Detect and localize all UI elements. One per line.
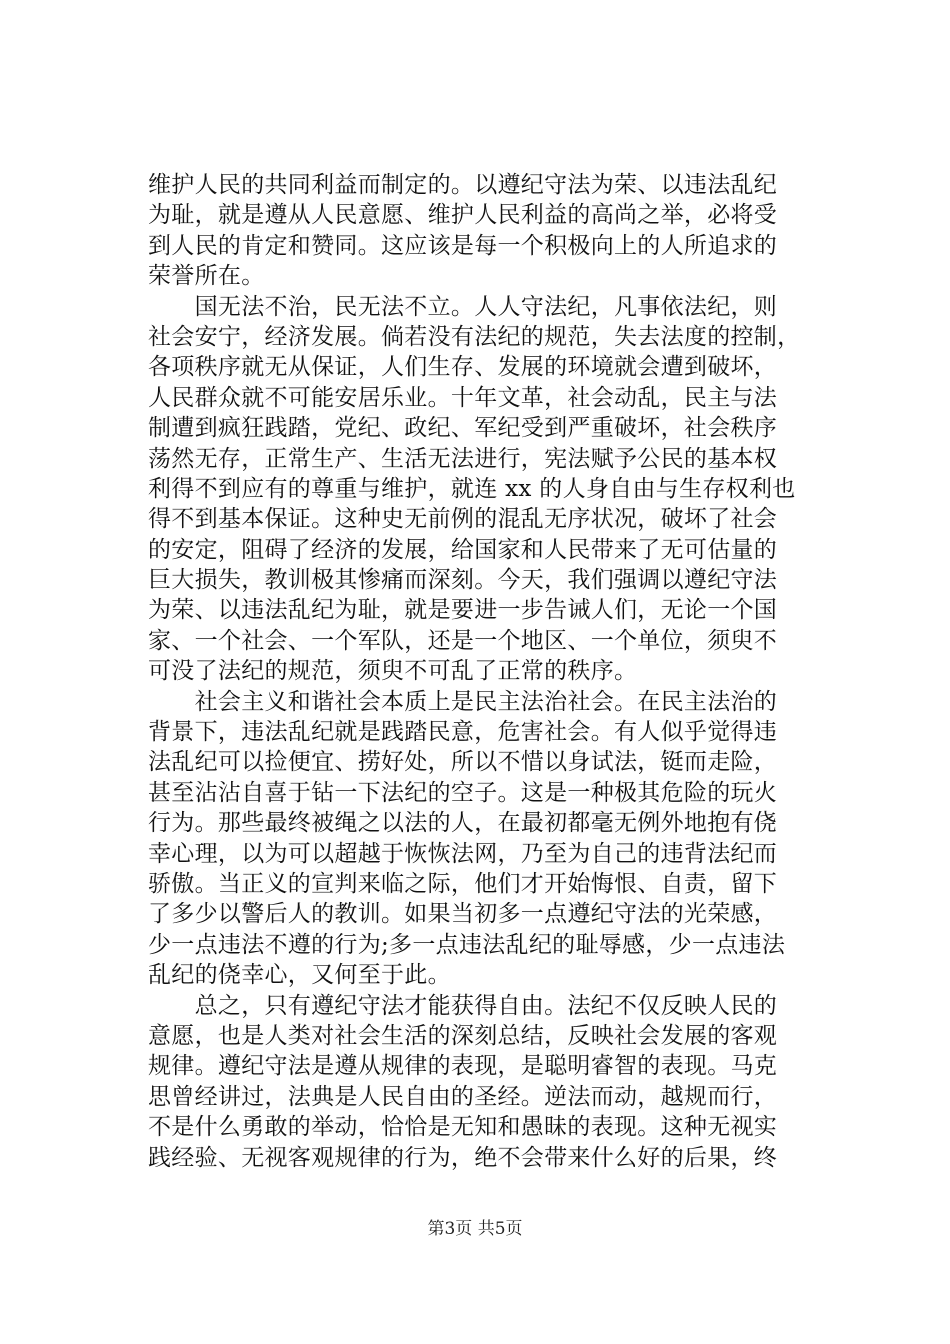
text-line: 家、一个社会、一个军队，还是一个地区、一个单位，须臾不 — [148, 627, 778, 654]
text-line: 巨大损失，教训极其惨痛而深刻。今天，我们强调以遵纪守法 — [148, 567, 778, 594]
text-line: 思曾经讲过，法典是人民自由的圣经。逆法而动，越规而行， — [148, 1083, 778, 1110]
text-line: 维护人民的共同利益而制定的。以遵纪守法为荣、以违法乱纪 — [148, 172, 778, 198]
text-line: 践经验、无视客观规律的行为，绝不会带来什么好的后果，终 — [148, 1144, 778, 1171]
text-line: 利得不到应有的尊重与维护，就连 xx 的人身自由与生存权利也 — [148, 475, 796, 502]
text-line: 人民群众就不可能安居乐业。十年文革，社会动乱，民主与法 — [148, 384, 778, 411]
text-line: 行为。那些最终被绳之以法的人，在最初都毫无例外地抱有侥 — [148, 810, 778, 837]
text-line: 骄傲。当正义的宣判来临之际，他们才开始悔恨、自责，留下 — [148, 870, 778, 897]
text-line: 国无法不治，民无法不立。人人守法纪，凡事依法纪，则 — [148, 293, 778, 320]
text-line: 为耻，就是遵从人民意愿、维护人民利益的高尚之举，必将受 — [148, 202, 778, 229]
text-line: 法乱纪可以捡便宜、捞好处，所以不惜以身试法，铤而走险， — [148, 749, 778, 776]
page-footer: 第3页 共5页 — [427, 1219, 523, 1239]
text-line: 总之，只有遵纪守法才能获得自由。法纪不仅反映人民的 — [148, 992, 778, 1019]
text-line: 得不到基本保证。这种史无前例的混乱无序状况，破坏了社会 — [148, 506, 778, 533]
text-line: 社会主义和谐社会本质上是民主法治社会。在民主法治的 — [148, 688, 778, 715]
text-line: 到人民的肯定和赞同。这应该是每一个积极向上的人所追求的 — [148, 232, 778, 259]
body-text — [148, 170, 838, 1173]
text-line: 乱纪的侥幸心，又何至于此。 — [148, 962, 451, 989]
text-line: 各项秩序就无从保证，人们生存、发展的环境就会遭到破坏， — [148, 354, 778, 381]
text-line: 背景下，违法乱纪就是践踏民意，危害社会。有人似乎觉得违 — [148, 719, 778, 746]
text-line: 了多少以警后人的教训。如果当初多一点遵纪守法的光荣感， — [148, 901, 778, 928]
text-line: 甚至沾沾自喜于钻一下法纪的空子。这是一种极其危险的玩火 — [148, 779, 778, 806]
text-line: 社会安宁，经济发展。倘若没有法纪的规范，失去法度的控制， — [148, 323, 801, 350]
text-line: 的安定，阻碍了经济的发展，给国家和人民带来了无可估量的 — [148, 536, 778, 563]
text-line: 幸心理，以为可以超越于恢恢法网，乃至为自己的违背法纪而 — [148, 840, 778, 867]
text-line: 为荣、以违法乱纪为耻，就是要进一步告诫人们，无论一个国 — [148, 597, 778, 624]
text-line: 荡然无存，正常生产、生活无法进行，宪法赋予公民的基本权 — [148, 445, 778, 472]
text-line: 不是什么勇敢的举动，恰恰是无知和愚昧的表现。这种无视实 — [148, 1114, 778, 1141]
text-line: 可没了法纪的规范，须臾不可乱了正常的秩序。 — [148, 658, 638, 685]
text-line: 规律。遵纪守法是遵从规律的表现，是聪明睿智的表现。马克 — [148, 1053, 778, 1080]
text-line: 少一点违法不遵的行为;多一点违法乱纪的耻辱感，少一点违法 — [148, 931, 786, 958]
text-line: 制遭到疯狂践踏，党纪、政纪、军纪受到严重破坏，社会秩序 — [148, 415, 778, 442]
text-line: 意愿，也是人类对社会生活的深刻总结，反映社会发展的客观 — [148, 1022, 778, 1049]
text-line: 荣誉所在。 — [148, 263, 265, 290]
